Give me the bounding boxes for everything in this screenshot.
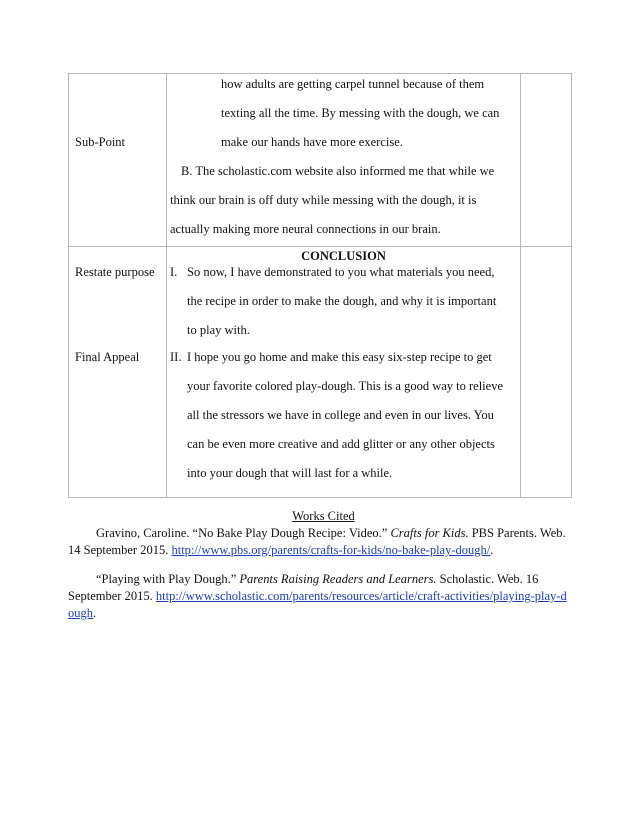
content-line: actually making more neural connections in our brain. <box>170 222 441 236</box>
item-numeral: I. <box>170 265 178 279</box>
content-line: to play with. <box>187 323 250 337</box>
citation-publisher: PBS Parents. Web. 14 September 2015. <box>68 526 566 557</box>
speech-outline-table <box>68 73 572 498</box>
content-line: texting all the time. By messing with the dough, we can <box>221 106 500 120</box>
subpoint-label-cell <box>69 74 167 247</box>
content-line: how adults are getting carpel tunnel because of them <box>221 77 485 91</box>
content-line: make our hands have more exercise. <box>221 135 403 149</box>
item-numeral: II. <box>170 350 182 364</box>
conclusion-label-cell <box>69 247 167 498</box>
content-line: all the stressors we have in college and even in our lives. You <box>187 408 494 422</box>
citation-end: . <box>490 543 494 557</box>
citation-end: . <box>93 606 97 620</box>
conclusion-content-cell <box>167 247 521 498</box>
citation-url-link[interactable]: http://www.scholastic.com/parents/resources/article/craft-activities/playing-play-dough <box>68 589 567 620</box>
content-line: I hope you go home and make this easy six-step recipe to get <box>187 350 492 364</box>
subpoint-empty-cell <box>521 74 572 247</box>
final-appeal-label: Final Appeal <box>75 350 140 364</box>
citation-entry <box>68 525 571 559</box>
citation-url-link[interactable]: http://www.pbs.org/parents/crafts-for-kids/no-bake-play-dough/ <box>171 543 491 557</box>
conclusion-empty-cell <box>521 247 572 498</box>
citation-author: Gravino, Caroline. <box>96 526 193 540</box>
citation-entry <box>68 571 571 622</box>
content-line: B. The scholastic.com website also informed me that while we <box>181 164 495 178</box>
content-line: the recipe in order to make the dough, and why it is important <box>187 294 497 308</box>
content-line: your favorite colored play-dough. This is a good way to relieve <box>187 379 504 393</box>
subpoint-label: Sub-Point <box>75 135 126 149</box>
works-cited-section <box>68 508 571 634</box>
content-line: think our brain is off duty while messing with the dough, it is <box>170 193 477 207</box>
citation-publisher: Scholastic. Web. 16 September 2015. <box>68 572 539 603</box>
citation-source-title: Crafts for Kids. <box>390 526 469 540</box>
content-line: can be even more creative and add glitter or any other objects <box>187 437 495 451</box>
works-cited-title: Works Cited <box>292 509 355 523</box>
conclusion-heading: CONCLUSION <box>301 249 386 263</box>
subpoint-content-cell <box>167 74 521 247</box>
citation-source-title: Parents Raising Readers and Learners. <box>239 572 437 586</box>
conclusion-row <box>69 247 572 498</box>
restate-purpose-label: Restate purpose <box>75 265 155 279</box>
citation-article-title: “No Bake Play Dough Recipe: Video.” <box>192 526 391 540</box>
citation-article-title: “Playing with Play Dough.” <box>96 572 240 586</box>
content-line: into your dough that will last for a while. <box>187 466 393 480</box>
subpoint-row <box>69 74 572 247</box>
content-line: So now, I have demonstrated to you what materials you need, <box>187 265 495 279</box>
